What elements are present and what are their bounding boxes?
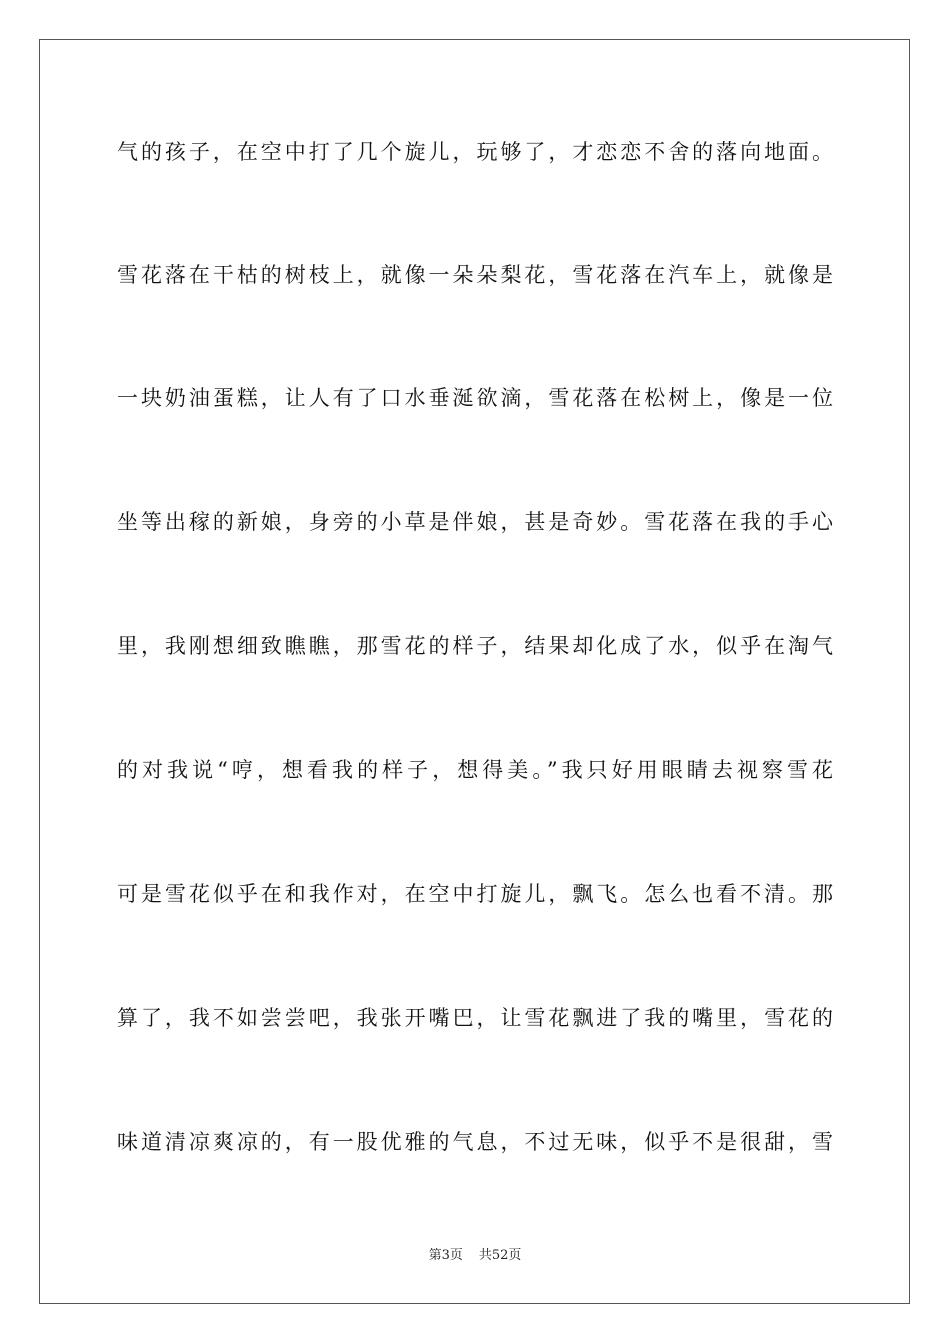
paragraph-line: 味道清凉爽凉的，有一股优雅的气息，不过无味，似乎不是很甜，雪 [117,1130,833,1154]
page-border [39,39,910,1304]
paragraph-line: 里，我刚想细致瞧瞧，那雪花的样子，结果却化成了水，似乎在淘气 [117,634,833,658]
paragraph-line: 的对我说“哼，想看我的样子，想得美。”我只好用眼睛去视察雪花 [117,758,833,782]
paragraph-line: 雪花落在干枯的树枝上，就像一朵朵梨花，雪花落在汽车上，就像是 [117,263,833,287]
total-pages: 共52页 [478,1248,522,1263]
page-footer [0,1247,950,1265]
paragraph-line: 气的孩子，在空中打了几个旋儿，玩够了，才恋恋不舍的落向地面。 [117,140,833,164]
paragraph-line: 算了，我不如尝尝吧，我张开嘴巴，让雪花飘进了我的嘴里，雪花的 [117,1006,833,1030]
paragraph-line: 坐等出稼的新娘，身旁的小草是伴娘，甚是奇妙。雪花落在我的手心 [117,510,833,534]
paragraph-line: 一块奶油蛋糕，让人有了口水垂涎欲滴，雪花落在松树上，像是一位 [117,386,833,410]
paragraph-line: 可是雪花似乎在和我作对，在空中打旋儿，飘飞。怎么也看不清。那 [117,882,833,906]
page-number: 第3页 [428,1248,463,1263]
